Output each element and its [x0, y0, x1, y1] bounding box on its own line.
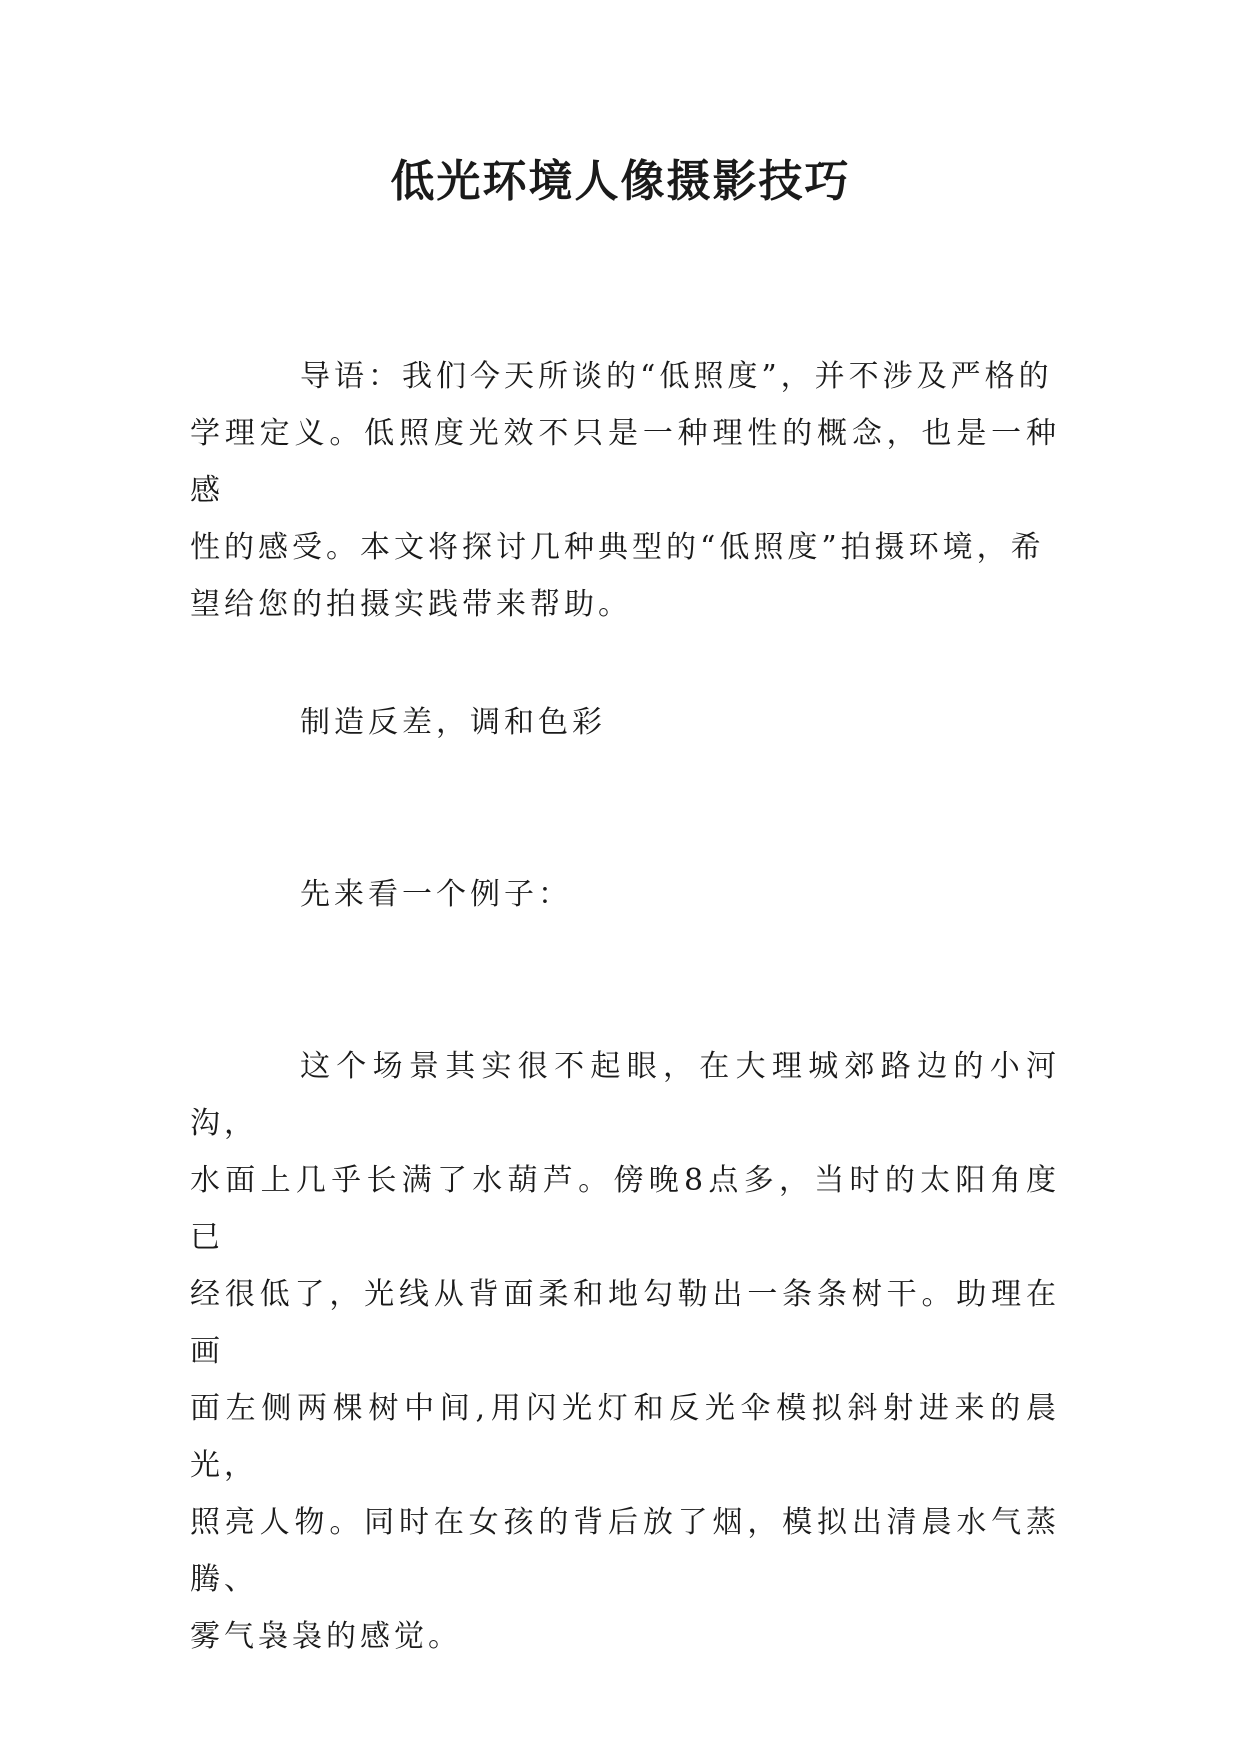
document-title: 低光环境人像摄影技巧 — [390, 156, 851, 207]
scene-description-paragraph: 这个场景其实很不起眼，在大理城郊路边的小河沟， 水面上几乎长满了水葫芦。傍晚8点多，当时的太阳角度已 经很低了，光线从背面柔和地勾勒出一条条树干。助理在画 面左侧两棵树中间,用闪光灯和反光伞模拟斜射进来的晨光， 照亮人物。同时在女孩的背后放了烟，模拟出清晨水气蒸腾、 雾气袅袅的感觉。 — [190, 1049, 1060, 1654]
example-intro-paragraph: 先来看一个例子： — [300, 877, 572, 912]
section-heading: 制造反差，调和色彩 — [300, 705, 606, 740]
intro-paragraph: 导语：我们今天所谈的“低照度”，并不涉及严格的 学理定义。低照度光效不只是一种理性的概念，也是一种感 性的感受。本文将探讨几种典型的“低照度”拍摄环境，希 望给您的拍摄实践带来帮助。 — [190, 359, 1060, 622]
